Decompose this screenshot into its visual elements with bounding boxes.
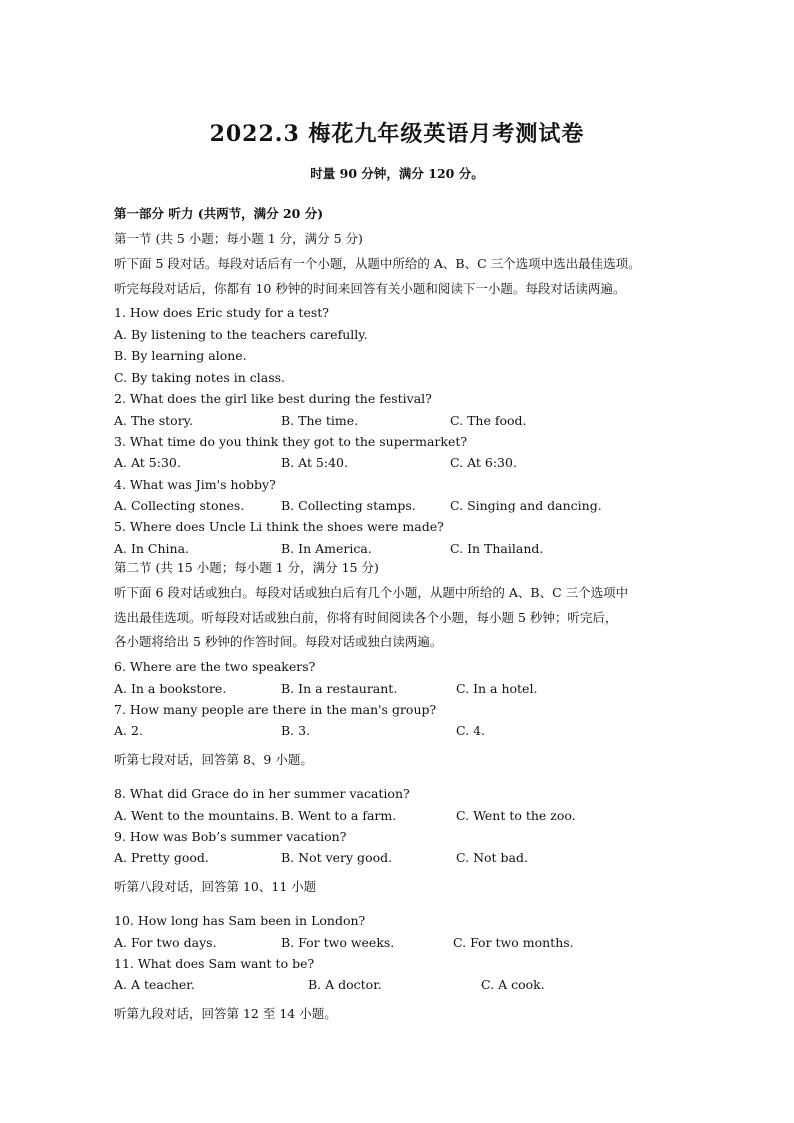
q8-option-c: C. Went to the zoo. [456, 808, 576, 823]
q7-option-c: C. 4. [456, 723, 485, 738]
q4-option-c: C. Singing and dancing. [450, 498, 602, 513]
q9-option-b: B. Not very good. [281, 850, 393, 865]
section1-instruction-1: 听下面 5 段对话。每段对话后有一个小题，从题中所给的 A、B、C 三个选项中选出最佳选项。 [114, 256, 641, 271]
question-9: 9. How was Bob’s summer vacation? [114, 829, 347, 844]
q11-option-c: C. A cook. [481, 977, 545, 992]
q5-option-b: B. In America. [281, 541, 372, 556]
section2-instruction-3: 各小题将给出 5 秒钟的作答时间。每段对话或独白读两遍。 [114, 634, 443, 649]
question-8: 8. What did Grace do in her summer vacation? [114, 786, 410, 801]
q8-option-b: B. Went to a farm. [281, 808, 397, 823]
page-title: 2022.3 梅花九年级英语月考测试卷 [209, 121, 585, 147]
dialogue-7-note: 听第七段对话，回答第 8、9 小题。 [114, 752, 313, 767]
q11-option-a: A. A teacher. [114, 977, 195, 992]
q1-option-b: B. By learning alone. [114, 348, 247, 363]
dialogue-9-note: 听第九段对话，回答第 12 至 14 小题。 [114, 1006, 337, 1021]
q2-option-a: A. The story. [114, 413, 194, 428]
question-2: 2. What does the girl like best during the festival? [114, 391, 432, 406]
exam-duration-note: 时量 90 分钟，满分 120 分。 [310, 166, 484, 181]
q10-option-c: C. For two months. [453, 935, 574, 950]
q4-option-b: B. Collecting stamps. [281, 498, 416, 513]
q4-option-a: A. Collecting stones. [114, 498, 245, 513]
q3-option-a: A. At 5:30. [114, 455, 181, 470]
question-11: 11. What does Sam want to be? [114, 956, 315, 971]
q3-option-b: B. At 5:40. [281, 455, 348, 470]
q3-option-c: C. At 6:30. [450, 455, 517, 470]
q8-option-a: A. Went to the mountains. [114, 808, 279, 823]
q6-option-a: A. In a bookstore. [114, 681, 227, 696]
section2-instruction-1: 听下面 6 段对话或独白。每段对话或独白后有几个小题，从题中所给的 A、B、C 三个选项中 [114, 585, 629, 600]
q6-option-c: C. In a hotel. [456, 681, 538, 696]
q5-option-a: A. In China. [114, 541, 190, 556]
q10-option-b: B. For two weeks. [281, 935, 395, 950]
q6-option-b: B. In a restaurant. [281, 681, 398, 696]
question-10: 10. How long has Sam been in London? [114, 913, 366, 928]
q1-option-c: C. By taking notes in class. [114, 370, 286, 385]
question-5: 5. Where does Uncle Li think the shoes were made? [114, 519, 444, 534]
section1-heading: 第一节 (共 5 小题；每小题 1 分，满分 5 分) [114, 231, 363, 246]
question-4: 4. What was Jim's hobby? [114, 477, 276, 492]
question-3: 3. What time do you think they got to the supermarket? [114, 434, 468, 449]
q2-option-c: C. The food. [450, 413, 527, 428]
section1-instruction-2: 听完每段对话后，你都有 10 秒钟的时间来回答有关小题和阅读下一小题。每段对话读两遍。 [114, 281, 626, 296]
section2-heading: 第二节 (共 15 小题；每小题 1 分，满分 15 分) [114, 560, 379, 575]
part1-heading: 第一部分 听力 (共两节，满分 20 分) [114, 206, 324, 221]
q7-option-a: A. 2. [114, 723, 143, 738]
question-7: 7. How many people are there in the man's group? [114, 702, 437, 717]
q11-option-b: B. A doctor. [308, 977, 382, 992]
q7-option-b: B. 3. [281, 723, 311, 738]
dialogue-8-note: 听第八段对话，回答第 10、11 小题 [114, 879, 317, 894]
q9-option-c: C. Not bad. [456, 850, 528, 865]
q10-option-a: A. For two days. [114, 935, 217, 950]
q9-option-a: A. Pretty good. [114, 850, 209, 865]
section2-instruction-2: 选出最佳选项。听每段对话或独白前，你将有时间阅读各个小题，每小题 5 秒钟；听完后， [114, 610, 618, 625]
question-6: 6. Where are the two speakers? [114, 659, 316, 674]
question-1: 1. How does Eric study for a test? [114, 305, 329, 320]
q2-option-b: B. The time. [281, 413, 359, 428]
q5-option-c: C. In Thailand. [450, 541, 544, 556]
q1-option-a: A. By listening to the teachers carefully. [114, 327, 368, 342]
